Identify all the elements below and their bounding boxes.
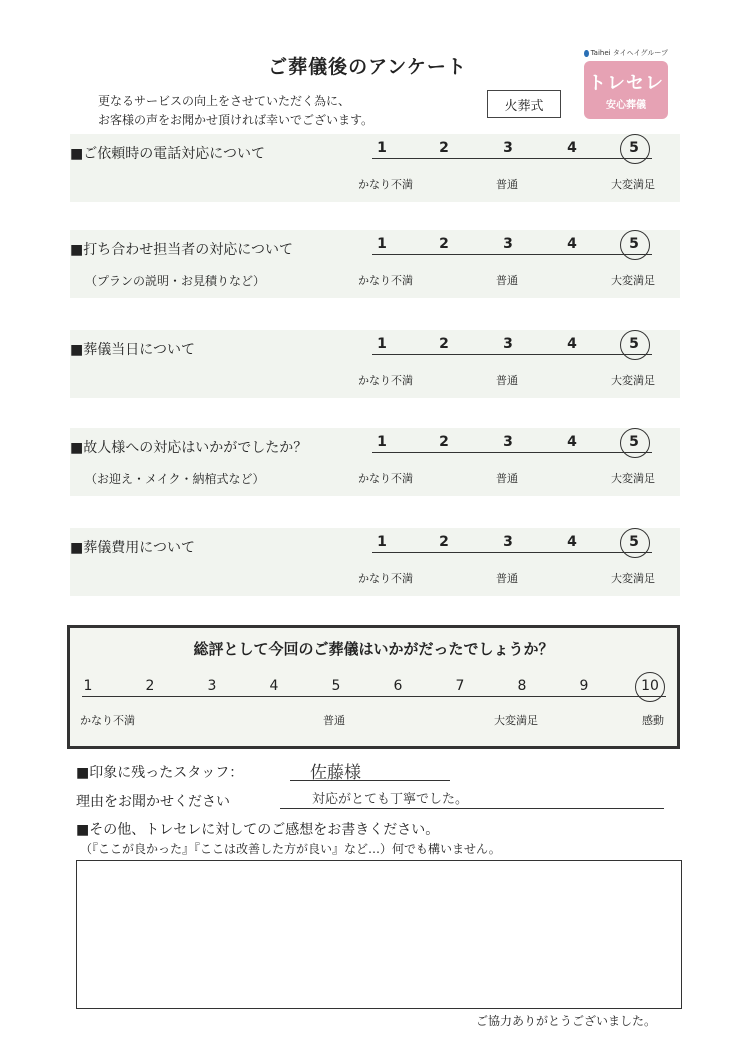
overall-option-9[interactable]: 9 <box>579 678 589 694</box>
reason-field[interactable] <box>280 788 664 809</box>
overall-option-2[interactable]: 2 <box>145 678 155 694</box>
rating-option-4[interactable]: 4 <box>567 534 577 550</box>
intro-line-2: お客様の声をお聞かせ頂ければ幸いでございます。 <box>98 113 374 127</box>
rating-option-4[interactable]: 4 <box>567 140 577 156</box>
overall-label-low: かなり不満 <box>80 714 135 727</box>
overall-option-8[interactable]: 8 <box>517 678 527 694</box>
selected-circle-mark <box>620 134 650 164</box>
rating-option-1[interactable]: 1 <box>377 434 387 450</box>
rating-option-2[interactable]: 2 <box>439 236 449 252</box>
scale-label-low: かなり不満 <box>358 572 413 585</box>
selected-circle-mark <box>620 330 650 360</box>
rating-option-5[interactable]: 5 <box>629 534 639 550</box>
rating-option-1[interactable]: 1 <box>377 534 387 550</box>
scale-label-low: かなり不満 <box>358 374 413 387</box>
rating-scale <box>372 140 652 158</box>
thanks-text: ご協力ありがとうございました。 <box>476 1014 657 1028</box>
intro-text <box>98 92 373 130</box>
scale-label-low: かなり不満 <box>358 472 413 485</box>
scale-label-mid: 普通 <box>496 274 518 287</box>
rating-scale <box>372 336 652 354</box>
scale-label-high: 大変満足 <box>611 472 655 485</box>
rating-option-2[interactable]: 2 <box>439 336 449 352</box>
rating-scale <box>372 534 652 552</box>
scale-label-mid: 普通 <box>496 572 518 585</box>
rating-option-5[interactable]: 5 <box>629 336 639 352</box>
scale-label-high: 大変満足 <box>611 274 655 287</box>
overall-option-5[interactable]: 5 <box>331 678 341 694</box>
staff-label: ■印象に残ったスタッフ： <box>76 765 244 781</box>
scale-label-mid: 普通 <box>496 472 518 485</box>
overall-option-7[interactable]: 7 <box>455 678 465 694</box>
group-logo <box>584 48 668 58</box>
brand-tagline: 安心葬儀 <box>606 100 646 111</box>
overall-label-top: 感動 <box>642 714 664 727</box>
rating-option-3[interactable]: 3 <box>503 140 513 156</box>
overall-label-high: 大変満足 <box>494 714 538 727</box>
overall-rating-box <box>67 625 680 749</box>
overall-option-6[interactable]: 6 <box>393 678 403 694</box>
question-label: ■葬儀当日について <box>70 342 195 358</box>
question-sublabel: （プランの説明・お見積りなど） <box>85 274 266 288</box>
overall-option-10[interactable]: 10 <box>641 678 659 694</box>
comments-hint: （『ここが良かった』『ここは改善した方が良い』など…）何でも構いません。 <box>80 842 501 856</box>
comments-box[interactable] <box>76 860 682 1009</box>
comments-label: ■その他、トレセレに対してのご感想をお書きください。 <box>76 822 440 838</box>
brand-logo <box>584 48 668 119</box>
question-label: ■故人様への対応はいかがでしたか？ <box>70 440 308 456</box>
rating-option-4[interactable]: 4 <box>567 236 577 252</box>
selected-circle-mark <box>620 428 650 458</box>
rating-scale-line <box>372 552 652 553</box>
rating-option-1[interactable]: 1 <box>377 336 387 352</box>
question-sublabel: （お迎え・メイク・納棺式など） <box>85 472 265 486</box>
brand-name: トレセレ <box>588 73 664 94</box>
scale-label-high: 大変満足 <box>611 178 655 191</box>
overall-selected-circle-mark <box>635 672 665 702</box>
rating-option-5[interactable]: 5 <box>629 140 639 156</box>
scale-label-low: かなり不満 <box>358 178 413 191</box>
rating-option-5[interactable]: 5 <box>629 434 639 450</box>
brand-badge <box>584 61 668 119</box>
scale-label-high: 大変満足 <box>611 374 655 387</box>
rating-scale-line <box>372 354 652 355</box>
rating-option-2[interactable]: 2 <box>439 140 449 156</box>
rating-option-3[interactable]: 3 <box>503 534 513 550</box>
funeral-type-label: 火葬式 <box>504 98 544 114</box>
rating-option-3[interactable]: 3 <box>503 336 513 352</box>
staff-field[interactable] <box>290 758 450 781</box>
rating-option-1[interactable]: 1 <box>377 140 387 156</box>
survey-title: ご葬儀後のアンケート <box>268 56 467 78</box>
intro-line-1: 更なるサービスの向上をさせていただく為に、 <box>98 94 351 108</box>
rating-option-4[interactable]: 4 <box>567 336 577 352</box>
reason-value: 対応がとても丁寧でした。 <box>312 792 469 807</box>
scale-label-mid: 普通 <box>496 374 518 387</box>
question-label: ■葬儀費用について <box>70 540 195 556</box>
scale-label-high: 大変満足 <box>611 572 655 585</box>
rating-option-2[interactable]: 2 <box>439 534 449 550</box>
overall-rating-title: 総評として今回のご葬儀はいかがだったでしょうか？ <box>193 640 554 658</box>
reason-label: 理由をお聞かせください <box>76 794 230 810</box>
group-name: Taihei タイヘイグループ <box>590 49 668 57</box>
rating-option-3[interactable]: 3 <box>503 236 513 252</box>
rating-scale-line <box>372 158 652 159</box>
rating-option-3[interactable]: 3 <box>503 434 513 450</box>
rating-scale-line <box>372 452 652 453</box>
overall-option-1[interactable]: 1 <box>83 678 93 694</box>
question-label: ■ご依頼時の電話対応について <box>70 146 265 162</box>
rating-scale <box>372 236 652 254</box>
overall-rating-line <box>82 696 666 697</box>
rating-scale <box>372 434 652 452</box>
rating-option-1[interactable]: 1 <box>377 236 387 252</box>
group-mark-icon <box>584 50 589 57</box>
rating-scale-line <box>372 254 652 255</box>
rating-option-4[interactable]: 4 <box>567 434 577 450</box>
scale-label-low: かなり不満 <box>358 274 413 287</box>
overall-option-3[interactable]: 3 <box>207 678 217 694</box>
selected-circle-mark <box>620 528 650 558</box>
question-label: ■打ち合わせ担当者の対応について <box>70 242 293 258</box>
staff-value: 佐藤様 <box>310 763 361 783</box>
rating-option-2[interactable]: 2 <box>439 434 449 450</box>
overall-label-mid: 普通 <box>323 714 345 727</box>
funeral-type-box <box>487 90 561 118</box>
rating-option-5[interactable]: 5 <box>629 236 639 252</box>
selected-circle-mark <box>620 230 650 260</box>
scale-label-mid: 普通 <box>496 178 518 191</box>
overall-option-4[interactable]: 4 <box>269 678 279 694</box>
